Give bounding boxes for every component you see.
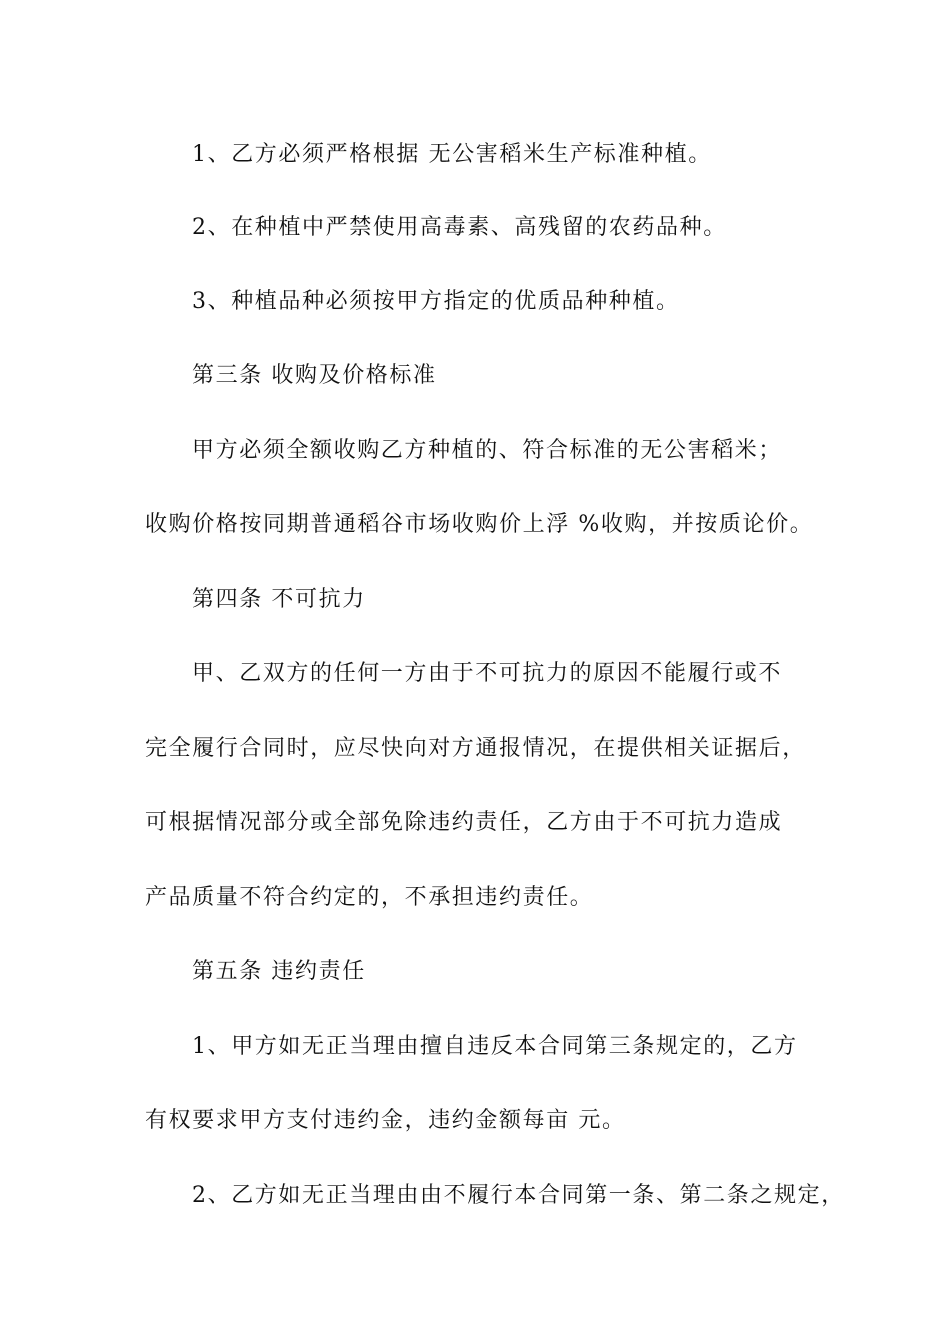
clause-2-item-3: 3、种植品种必须按甲方指定的优质品种种植。 [192,289,680,314]
clause-5-heading: 第五条 违约责任 [192,959,366,984]
clause-3-text-line-2: 收购价格按同期普通稻谷市场收购价上浮 %收购，并按质论价。 [145,512,814,537]
clause-2-item-2: 2、在种植中严禁使用高毒素、高残留的农药品种。 [192,215,727,240]
clause-4-text-line-1: 甲、乙双方的任何一方由于不可抗力的原因不能履行或不 [192,661,783,686]
clause-4-text-line-2: 完全履行合同时，应尽快向对方通报情况，在提供相关证据后， [145,736,806,761]
clause-5-item-1-line-2: 有权要求甲方支付违约金，违约金额每亩 元。 [145,1108,626,1133]
clause-2-item-1: 1、乙方必须严格根据 无公害稻米生产标准种植。 [192,142,712,167]
clause-5-item-2-line-1: 2、乙方如无正当理由由不履行本合同第一条、第二条之规定， [192,1183,845,1208]
clause-3-heading: 第三条 收购及价格标准 [192,363,437,388]
clause-3-text-line-1: 甲方必须全额收购乙方种植的、符合标准的无公害稻米； [192,438,783,463]
clause-4-text-line-3: 可根据情况部分或全部免除违约责任，乙方由于不可抗力造成 [145,810,783,835]
clause-5-item-1-line-1: 1、甲方如无正当理由擅自违反本合同第三条规定的，乙方 [192,1034,798,1059]
clause-4-text-line-4: 产品质量不符合约定的，不承担违约责任。 [145,885,594,910]
clause-4-heading: 第四条 不可抗力 [192,587,366,612]
